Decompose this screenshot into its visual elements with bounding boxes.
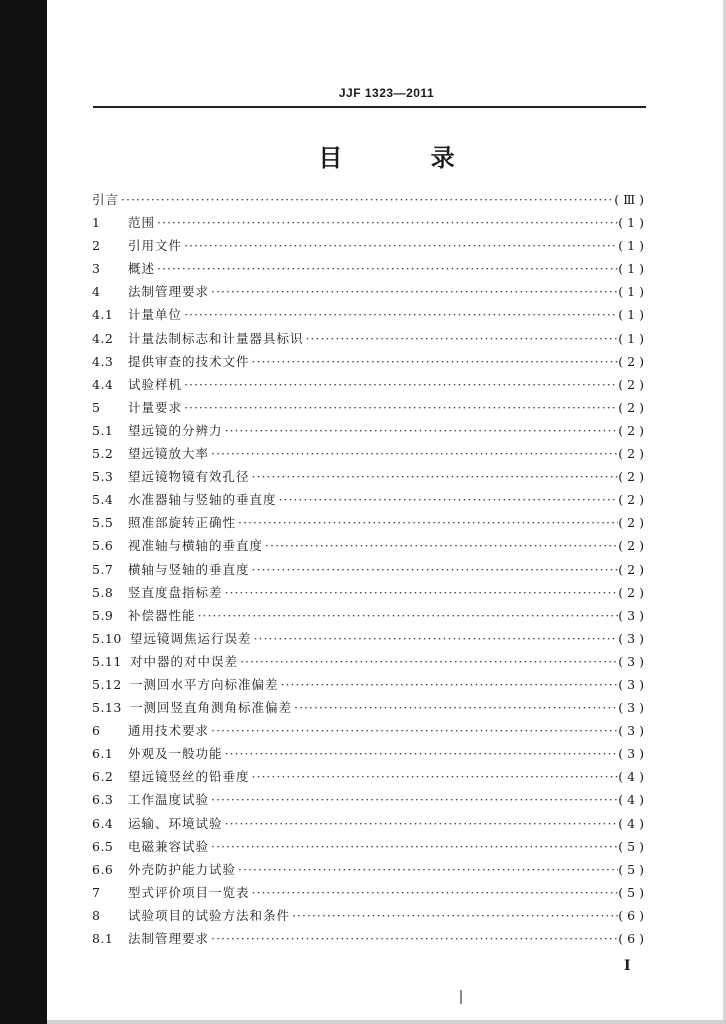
toc-leader-dots bbox=[279, 677, 619, 692]
toc-entry[interactable] bbox=[92, 929, 648, 952]
toc-leader-dots bbox=[236, 515, 618, 530]
toc-entry-number: 5.6 bbox=[92, 538, 114, 554]
toc-entry-number: 6.1 bbox=[92, 746, 114, 762]
toc-entry-number: 4.3 bbox=[92, 353, 114, 369]
toc-entry-page: (1) bbox=[618, 330, 648, 346]
toc-entry[interactable] bbox=[92, 583, 648, 606]
toc-entry-number: 6.2 bbox=[92, 769, 114, 785]
toc-entry[interactable] bbox=[92, 860, 648, 883]
toc-entry-page: (1) bbox=[618, 307, 648, 323]
toc-entry-page: (1) bbox=[618, 215, 648, 231]
toc-entry-page: (1) bbox=[618, 261, 648, 277]
toc-entry[interactable] bbox=[92, 721, 648, 744]
toc-entry-label: 外壳防护能力试验 bbox=[128, 861, 237, 877]
toc-entry-number: 4.4 bbox=[92, 376, 114, 392]
toc-leader-dots bbox=[223, 423, 619, 438]
toc-leader-dots bbox=[223, 746, 619, 761]
toc-entry-label: 望远镜物镜有效孔径 bbox=[128, 469, 250, 485]
toc-entry-number: 5.13 bbox=[92, 700, 122, 716]
toc-entry[interactable] bbox=[92, 629, 648, 652]
toc-entry-label: 试验项目的试验方法和条件 bbox=[128, 907, 291, 923]
toc-entry-number: 5.4 bbox=[92, 492, 114, 508]
toc-entry-page: (4) bbox=[618, 792, 648, 808]
toc-entry[interactable] bbox=[92, 652, 648, 675]
toc-leader-dots bbox=[223, 816, 619, 831]
toc-leader-dots bbox=[209, 931, 618, 946]
toc-entry-label: 水准器轴与竖轴的垂直度 bbox=[128, 492, 277, 508]
toc-entry-number: 7 bbox=[92, 884, 101, 900]
toc-entry-page: (1) bbox=[618, 284, 648, 300]
toc-entry-page: (3) bbox=[618, 723, 648, 739]
toc-leader-dots bbox=[182, 307, 618, 322]
toc-entry-number: 2 bbox=[92, 238, 101, 254]
toc-entry-number: 3 bbox=[92, 261, 101, 277]
toc-entry[interactable] bbox=[92, 490, 648, 513]
toc-leader-dots bbox=[250, 354, 619, 369]
scan-bottom-edge bbox=[47, 1020, 726, 1024]
toc-entry-label: 型式评价项目一览表 bbox=[128, 884, 250, 900]
toc-entry[interactable] bbox=[92, 421, 648, 444]
toc-entry-page: (2) bbox=[618, 561, 648, 577]
toc-entry[interactable] bbox=[92, 213, 648, 236]
toc-entry-number: 6.6 bbox=[92, 861, 114, 877]
toc-entry-page: (2) bbox=[618, 446, 648, 462]
toc-entry-number: 5.8 bbox=[92, 584, 114, 600]
toc-entry-label: 概述 bbox=[128, 261, 156, 277]
toc-entry-label: 对中器的对中误差 bbox=[130, 653, 239, 669]
toc-entry-number: 1 bbox=[92, 215, 101, 231]
toc-entry-number: 6 bbox=[92, 723, 101, 739]
toc-leader-dots bbox=[182, 400, 618, 415]
toc-entry-number: 8.1 bbox=[92, 931, 114, 946]
toc-entry-number: 6.3 bbox=[92, 792, 114, 808]
toc-entry[interactable] bbox=[92, 444, 648, 467]
toc-entry[interactable] bbox=[92, 282, 648, 305]
toc-leader-dots bbox=[250, 769, 619, 784]
toc-entry-page: (1) bbox=[618, 238, 648, 254]
toc-entry-page: (2) bbox=[618, 376, 648, 392]
toc-entry-page: (3) bbox=[618, 607, 648, 623]
toc-entry-label: 补偿器性能 bbox=[128, 607, 196, 623]
toc-entry-page: (3) bbox=[618, 676, 648, 692]
toc-entry[interactable] bbox=[92, 259, 648, 282]
toc-leader-dots bbox=[223, 585, 619, 600]
toc-leader-dots bbox=[209, 792, 618, 807]
scan-artifact bbox=[460, 990, 462, 1004]
toc-entry-page: (6) bbox=[618, 931, 648, 946]
toc-entry-page: (2) bbox=[618, 584, 648, 600]
toc-entry-label: 望远镜调焦运行误差 bbox=[130, 630, 252, 646]
toc-entry-number: 5 bbox=[92, 399, 101, 415]
toc-entry-label: 引言 bbox=[92, 192, 120, 207]
toc-entry-label: 竖直度盘指标差 bbox=[128, 584, 223, 600]
toc-entry-page: (3) bbox=[618, 653, 648, 669]
toc-entry-label: 横轴与竖轴的垂直度 bbox=[128, 561, 250, 577]
toc-entry-number: 6.4 bbox=[92, 815, 114, 831]
page-number: I bbox=[624, 958, 631, 974]
toc-entry[interactable] bbox=[92, 536, 648, 559]
toc-entry[interactable] bbox=[92, 767, 648, 790]
toc-entry-page: (6) bbox=[618, 907, 648, 923]
toc-entry-label: 引用文件 bbox=[128, 238, 183, 254]
toc-entry[interactable] bbox=[92, 190, 648, 213]
toc-entry-page: (2) bbox=[618, 353, 648, 369]
toc-entry-number: 4.2 bbox=[92, 330, 114, 346]
toc-entry[interactable] bbox=[92, 883, 648, 906]
document-code: JJF 1323—2011 bbox=[338, 86, 435, 100]
toc-entry-label: 望远镜放大率 bbox=[128, 446, 210, 462]
scan-binding-edge bbox=[0, 0, 47, 1024]
toc-entry-number: 5.1 bbox=[92, 422, 114, 438]
toc-entry-page: (4) bbox=[618, 815, 648, 831]
toc-leader-dots bbox=[250, 885, 619, 900]
toc-entry-label: 计量单位 bbox=[128, 307, 183, 323]
toc-leader-dots bbox=[209, 446, 618, 461]
toc-leader-dots bbox=[263, 538, 618, 553]
toc-entry[interactable] bbox=[92, 744, 648, 767]
toc-entry-number: 5.11 bbox=[92, 653, 122, 669]
toc-entry[interactable] bbox=[92, 513, 648, 536]
toc-leader-dots bbox=[155, 261, 618, 276]
toc-entry-number: 5.10 bbox=[92, 630, 122, 646]
toc-entry-number: 4 bbox=[92, 284, 101, 300]
toc-entry-page: (5) bbox=[618, 884, 648, 900]
toc-entry-number: 5.2 bbox=[92, 446, 114, 462]
toc-entry-label: 望远镜的分辨力 bbox=[128, 422, 223, 438]
toc-entry-number: 6.5 bbox=[92, 838, 114, 854]
toc-entry-label: 试验样机 bbox=[128, 376, 183, 392]
toc-entry-number: 8 bbox=[92, 907, 101, 923]
toc-leader-dots bbox=[252, 631, 619, 646]
toc-entry-label: 电磁兼容试验 bbox=[128, 838, 210, 854]
toc-entry[interactable] bbox=[92, 560, 648, 583]
toc-entry-page: (5) bbox=[618, 838, 648, 854]
toc-entry-number: 5.9 bbox=[92, 607, 114, 623]
toc-entry-page: (2) bbox=[618, 538, 648, 554]
toc-leader-dots bbox=[292, 700, 618, 715]
toc-entry-label: 法制管理要求 bbox=[128, 931, 210, 946]
toc-entry[interactable] bbox=[92, 814, 648, 837]
toc-entry[interactable] bbox=[92, 837, 648, 860]
toc-entry[interactable] bbox=[92, 675, 648, 698]
toc-leader-dots bbox=[209, 284, 618, 299]
toc-entry-label: 外观及一般功能 bbox=[128, 746, 223, 762]
toc-entry[interactable] bbox=[92, 698, 648, 721]
toc-leader-dots bbox=[119, 192, 614, 207]
toc-entry[interactable] bbox=[92, 375, 648, 398]
toc-entry-page: (3) bbox=[618, 746, 648, 762]
header-rule bbox=[93, 106, 646, 108]
toc-entry-number: 4.1 bbox=[92, 307, 114, 323]
toc-entry-number: 5.7 bbox=[92, 561, 114, 577]
toc-entry[interactable] bbox=[92, 398, 648, 421]
toc-entry-label: 计量要求 bbox=[128, 399, 183, 415]
toc-leader-dots bbox=[155, 215, 618, 230]
toc-entry-page: (3) bbox=[618, 700, 648, 716]
toc-entry-label: 视准轴与横轴的垂直度 bbox=[128, 538, 264, 554]
toc-entry[interactable] bbox=[92, 236, 648, 259]
toc-entry-label: 通用技术要求 bbox=[128, 723, 210, 739]
toc-entry-page: (2) bbox=[618, 422, 648, 438]
toc-entry[interactable] bbox=[92, 329, 648, 352]
toc-entry-label: 法制管理要求 bbox=[128, 284, 210, 300]
toc-leader-dots bbox=[182, 377, 618, 392]
toc-entry-number: 5.12 bbox=[92, 676, 122, 692]
toc-entry-page: (2) bbox=[618, 515, 648, 531]
toc-entry-label: 运输、环境试验 bbox=[128, 815, 223, 831]
toc-entry[interactable] bbox=[92, 467, 648, 490]
toc-entry-number: 5.3 bbox=[92, 469, 114, 485]
toc-entry[interactable] bbox=[92, 352, 648, 375]
toc-entry[interactable] bbox=[92, 790, 648, 813]
toc-entry-label: 一测回水平方向标准偏差 bbox=[130, 676, 279, 692]
toc-leader-dots bbox=[238, 654, 618, 669]
toc-entry[interactable] bbox=[92, 305, 648, 328]
toc-leader-dots bbox=[304, 331, 619, 346]
toc-title: 目 录 bbox=[318, 144, 495, 172]
toc-entry-page: (2) bbox=[618, 492, 648, 508]
toc-entry-label: 望远镜竖丝的铅垂度 bbox=[128, 769, 250, 785]
toc-leader-dots bbox=[182, 238, 618, 253]
toc-leader-dots bbox=[196, 608, 619, 623]
toc-entry-label: 照准部旋转正确性 bbox=[128, 515, 237, 531]
toc-entry-page: (4) bbox=[618, 769, 648, 785]
toc-leader-dots bbox=[250, 562, 619, 577]
toc-entry-label: 提供审查的技术文件 bbox=[128, 353, 250, 369]
toc-leader-dots bbox=[250, 469, 619, 484]
toc-leader-dots bbox=[209, 723, 618, 738]
toc-leader-dots bbox=[277, 492, 619, 507]
toc-entry-page: (5) bbox=[618, 861, 648, 877]
toc-entry-page: (3) bbox=[618, 630, 648, 646]
toc-entry-label: 一测回竖直角测角标准偏差 bbox=[130, 700, 293, 716]
toc-entry-page: (2) bbox=[618, 399, 648, 415]
toc-entry[interactable] bbox=[92, 906, 648, 929]
toc-entry-page: (2) bbox=[618, 469, 648, 485]
toc-entry-number: 5.5 bbox=[92, 515, 114, 531]
toc-entry-label: 范围 bbox=[128, 215, 156, 231]
toc-leader-dots bbox=[209, 839, 618, 854]
toc-entry[interactable] bbox=[92, 606, 648, 629]
toc-entry-label: 计量法制标志和计量器具标识 bbox=[128, 330, 304, 346]
table-of-contents bbox=[92, 190, 648, 952]
toc-entry-label: 工作温度试验 bbox=[128, 792, 210, 808]
toc-entry-page: (Ⅲ) bbox=[614, 192, 648, 207]
toc-leader-dots bbox=[290, 908, 618, 923]
toc-leader-dots bbox=[236, 862, 618, 877]
